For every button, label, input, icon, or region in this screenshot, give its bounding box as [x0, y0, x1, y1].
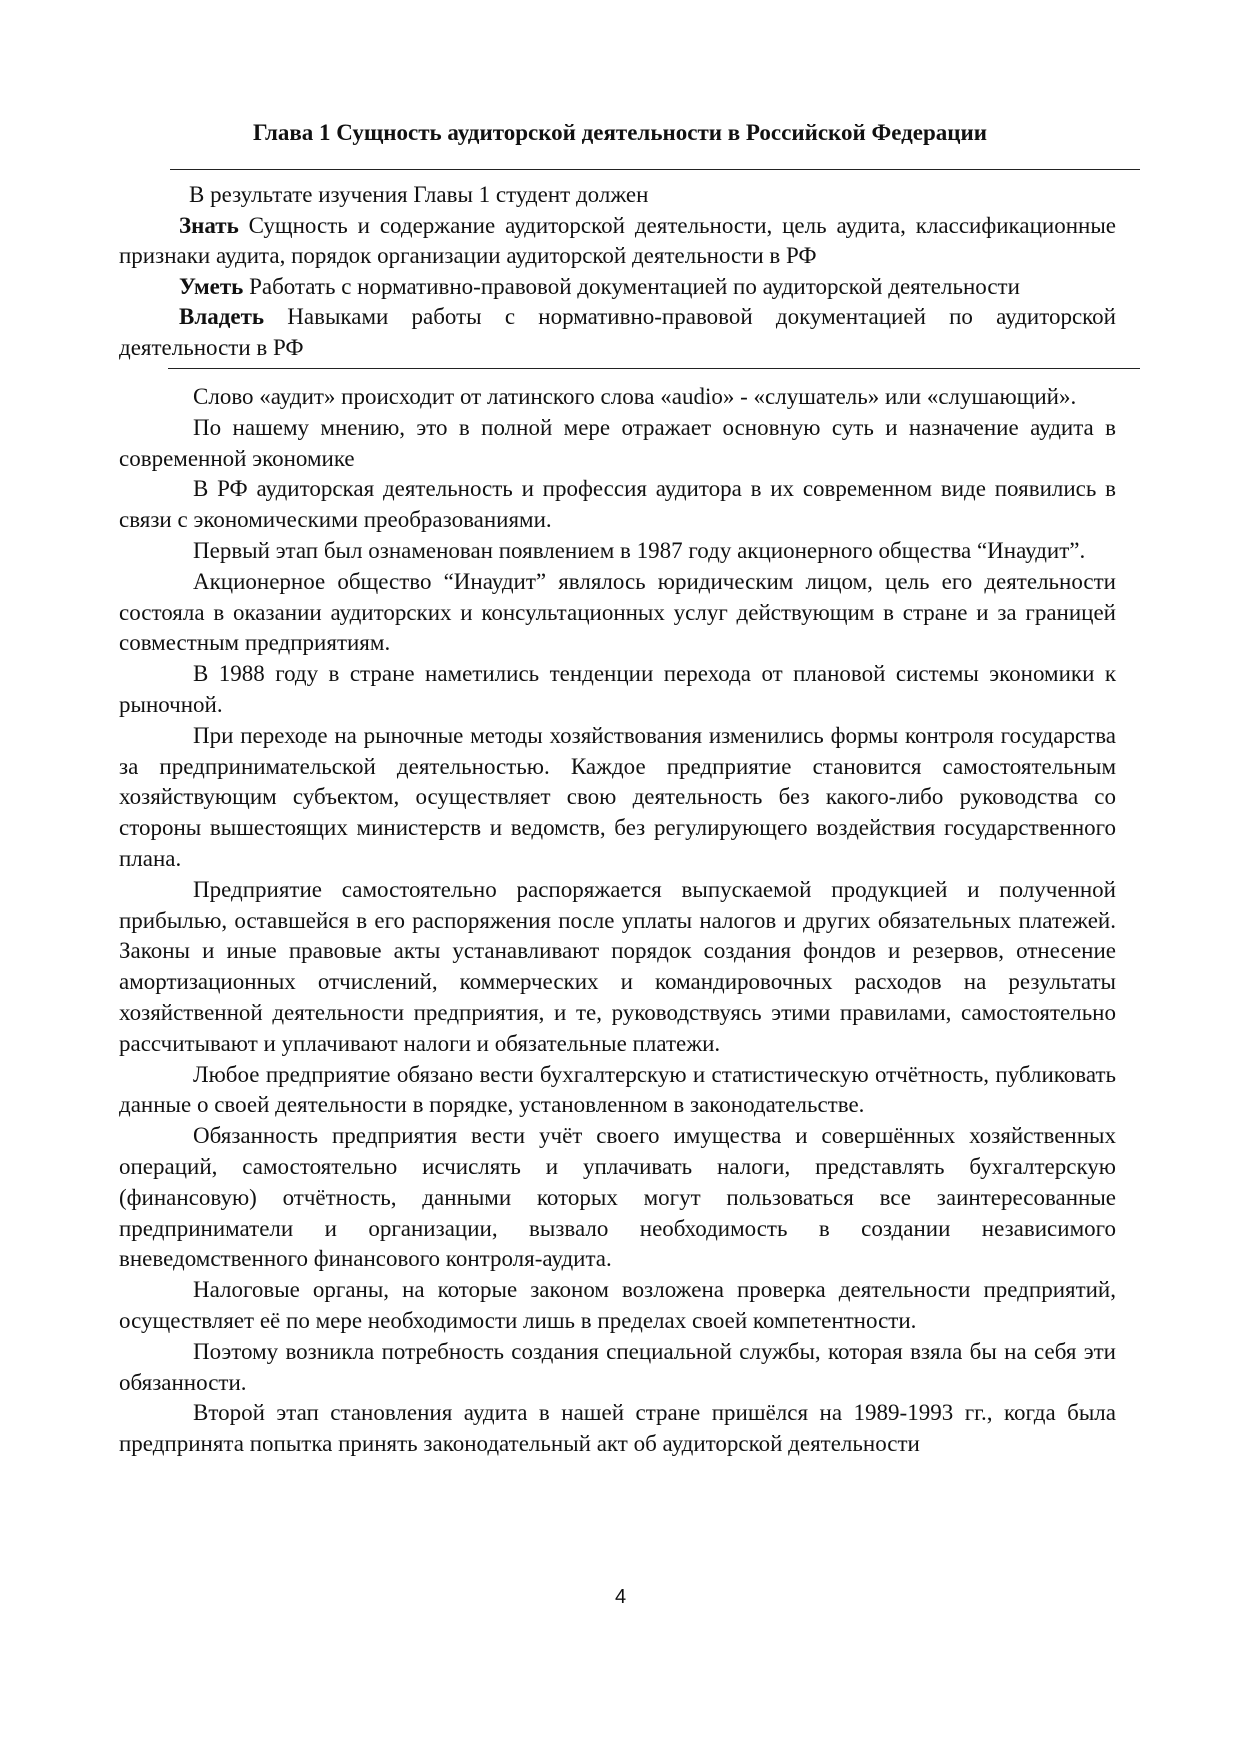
objective-text: Навыками работы с нормативно-правовой документацией по аудиторской деятельности в РФ	[119, 304, 1116, 360]
paragraph: Любое предприятие обязано вести бухгалтерскую и статистическую отчётность, публиковать данные о своей деятельности в порядке, установленном в законодательстве.	[119, 1061, 1116, 1118]
objectives-intro: В результате изучения Главы 1 студент должен	[189, 182, 649, 207]
objectives-top-divider	[170, 169, 1140, 170]
objective-term: Уметь	[179, 273, 244, 299]
objective-text: Работать с нормативно-правовой документацией по аудиторской деятельности	[243, 273, 1020, 299]
paragraph: Акционерное общество “Инаудит” являлось юридическим лицом, цель его деятельности состояла в оказании аудиторских и консультационных услуг действующим в стране и за границей совместным предприятиям.	[119, 568, 1116, 656]
paragraph: При переходе на рыночные методы хозяйствования изменились формы контроля государства за предпринимательской деятельностью. Каждое предприятие становится самостоятельным хозяйствующим субъектом, осуществляет свою деятельность без какого-либо руководства со стороны вышестоящих министерств и ведомств, без регулирующего воздействия государственного плана.	[119, 722, 1116, 871]
paragraph: Налоговые органы, на которые законом возложена проверка деятельности предприятий, осуществляет её по мере необходимости лишь в пределах своей компетентности.	[119, 1277, 1116, 1333]
paragraph: В РФ аудиторская деятельность и профессия аудитора в их современном виде появились в связи с экономическими преобразованиями.	[119, 476, 1116, 533]
paragraph: По нашему мнению, это в полной мере отражает основную суть и назначение аудита в современной экономике	[119, 414, 1116, 471]
objective-term: Владеть	[179, 304, 265, 329]
objective-term: Знать	[179, 212, 239, 238]
chapter-body	[119, 382, 1116, 1460]
paragraph: Поэтому возникла потребность создания специальной службы, которая взяла бы на себя эти обязанности.	[119, 1338, 1116, 1395]
objective-can	[119, 272, 1116, 303]
paragraph: Первый этап был ознаменован появлением в 1987 году акционерного общества “Инаудит”.	[193, 537, 1086, 563]
objective-know	[119, 211, 1116, 272]
paragraph: В 1988 году в стране наметились тенденции перехода от плановой системы экономики к рыночной.	[119, 661, 1116, 717]
learning-objectives	[119, 180, 1116, 363]
objective-master	[119, 302, 1116, 363]
objective-text: Сущность и содержание аудиторской деятельности, цель аудита, классификационные признаки аудита, порядок организации аудиторской деятельности в РФ	[119, 212, 1116, 268]
paragraph: Обязанность предприятия вести учёт своего имущества и совершённых хозяйственных операций, самостоятельно исчислять и уплачивать налоги, представлять бухгалтерскую (финансовую) отчётность, данными которых могут пользоваться все заинтересованные предприниматели и организации, вызвало необходимость в создании независимого вневедомственного финансового контроля-аудита.	[119, 1123, 1116, 1272]
paragraph: Второй этап становления аудита в нашей стране пришёлся на 1989-1993 гг., когда была предпринята попытка принять законодательный акт об аудиторской деятельности	[119, 1400, 1116, 1457]
page-number: 4	[614, 1586, 627, 1608]
paragraph: Слово «аудит» происходит от латинского слова «audio» - «слушатель» или «слушающий».	[193, 384, 1077, 409]
chapter-title: Глава 1 Сущность аудиторской деятельности в Российской Федерации	[252, 120, 988, 145]
paragraph: Предприятие самостоятельно распоряжается выпускаемой продукцией и полученной прибылью, оставшейся в его распоряжения после уплаты налогов и других обязательных платежей. Законы и иные правовые акты устанавливают порядок создания фондов и резервов, отнесение амортизационных отчислений, коммерческих и командировочных расходов на результаты хозяйственной деятельности предприятия, и те, руководствуясь этими правилами, самостоятельно рассчитывают и уплачивают налоги и обязательные платежи.	[119, 876, 1116, 1056]
objectives-bottom-divider	[168, 368, 1140, 369]
